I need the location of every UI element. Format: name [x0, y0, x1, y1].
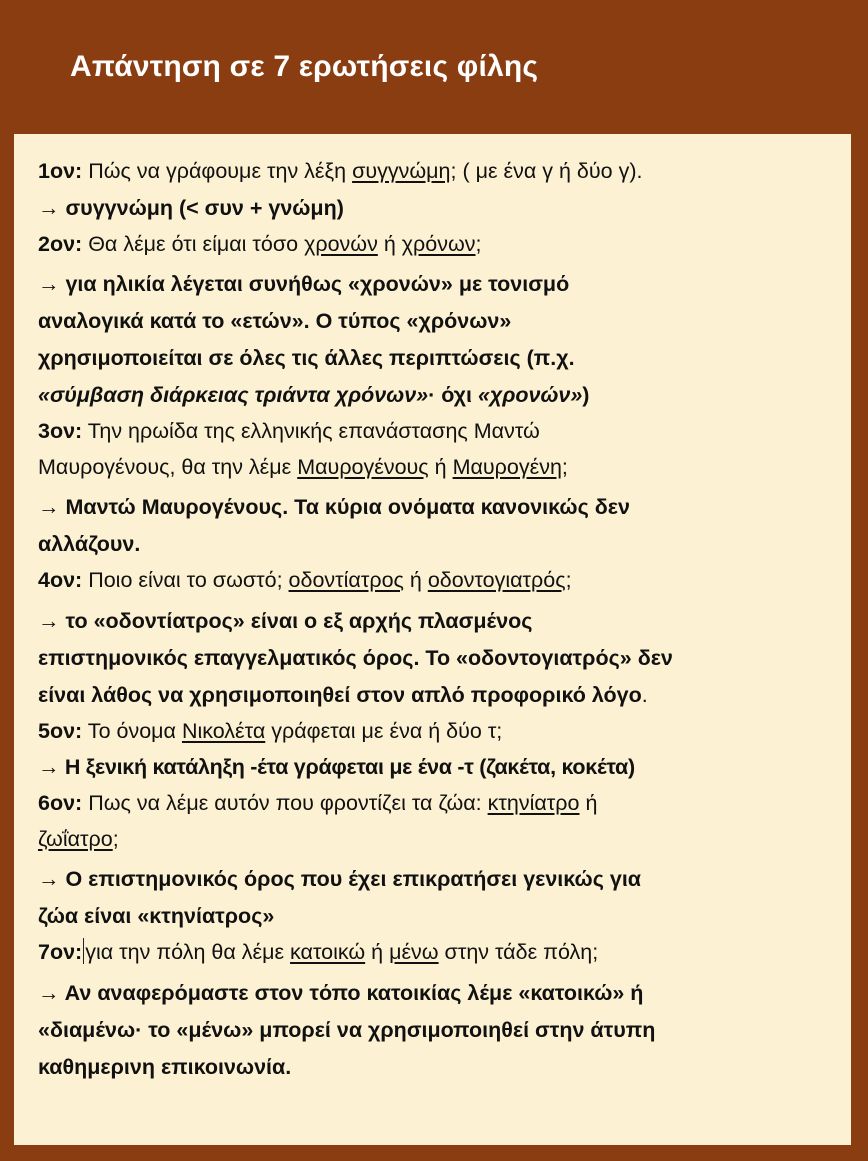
question-1-word: συγγνώμη — [352, 159, 451, 183]
question-5-label: 5ον: — [38, 718, 83, 743]
answer-4-line-3-end: . — [641, 682, 648, 707]
question-3-label: 3ον: — [38, 419, 83, 443]
question-7 — [38, 935, 829, 971]
answer-2-line-2: αναλογικά κατά το «ετών». Ο τύπος «χρόνων» — [38, 309, 512, 333]
question-3-line-2 — [38, 450, 829, 486]
question-2-label: 2ον: — [38, 231, 83, 256]
question-5 — [38, 714, 829, 750]
question-4-mid: ή — [403, 568, 428, 592]
answer-6-line-1: → Ο επιστημονικός όρος που έχει επικρατήσει γενικώς για — [38, 867, 642, 891]
question-2-mid: ή — [377, 231, 402, 256]
question-6-text-a: Πως να λέμε αυτόν που φροντίζει τα ζώα: — [82, 791, 488, 815]
question-6-word-1: κτηνίατρο — [487, 791, 580, 815]
answer-7-line-1: → Αν αναφερόμαστε στον τόπο κατοικίας λέμε «κατοικώ» ή — [38, 980, 644, 1005]
answer-2-line-1: → για ηλικία λέγεται συνήθως «χρονών» με τονισμό — [38, 272, 570, 296]
question-7-mid: ή — [365, 940, 390, 964]
answer-7-line-3: καθημερινη επικοινωνία. — [38, 1054, 292, 1079]
answer-2-example: «σύμβαση διάρκειας τριάντα χρόνων» — [38, 383, 429, 407]
question-7-text-a: για την πόλη θα λέμε — [85, 940, 291, 964]
answer-3-line-2: αλλάζουν. — [38, 532, 141, 556]
question-4-text-a: Ποιο είναι το σωστό; — [82, 568, 289, 592]
question-7-text-b: στην τάδε πόλη; — [438, 940, 599, 964]
answer-5: → Η ξενική κατάληξη -έτα γράφεται με ένα -τ (ζακέτα, κοκέτα) — [38, 755, 635, 779]
question-6-end: ; — [112, 826, 119, 851]
answer-4-line-3-text: είναι λάθος να χρησιμοποιηθεί στον απλό προφορικό λόγο — [38, 682, 642, 707]
answer-6-line-2: ζώα είναι «κτηνίατρος» — [38, 904, 275, 928]
question-6-word-2: ζωΐατρο — [38, 826, 113, 851]
answer-2-line-4 — [38, 377, 829, 414]
answer-1: → συγγνώμη (< συν + γνώμη) — [38, 195, 344, 220]
question-3-end: ; — [561, 454, 568, 479]
answer-4-line-2: επιστημονικός επαγγελματικός όρος. Το «οδοντογιατρός» δεν — [38, 645, 673, 670]
question-4-word-1: οδοντίατρος — [288, 568, 404, 592]
question-3-text-l1: Την ηρωίδα της ελληνικής επανάστασης Μαντώ — [82, 419, 540, 443]
question-3-line-1 — [38, 414, 829, 450]
answer-3-line-1: → Μαντώ Μαυρογένους. Τα κύρια ονόματα κανονικώς δεν — [38, 495, 630, 519]
question-2-word-1: χρονών — [304, 231, 378, 256]
question-7-word-2: μένω — [389, 940, 439, 964]
question-6-line-1 — [38, 786, 829, 822]
question-6-mid: ή — [579, 791, 598, 815]
question-3-word-2: Μαυρογένη — [452, 454, 562, 479]
question-2 — [38, 227, 829, 263]
question-1-label: 1ον: — [38, 159, 83, 183]
answer-2-line-3: χρησιμοποιείται σε όλες τις άλλες περιπτώσεις (π.χ. — [38, 346, 575, 370]
question-7-label: 7ον: — [38, 940, 83, 964]
question-3-mid: ή — [428, 454, 453, 479]
answer-4-line-1: → το «οδοντίατρος» είναι ο εξ αρχής πλασμένος — [38, 608, 533, 633]
page-title: Απάντηση σε 7 ερωτήσεις φίλης — [70, 50, 539, 83]
question-7-word-1: κατοικώ — [290, 940, 366, 964]
question-1-text-b: ; ( με ένα γ ή δύο γ). — [450, 159, 643, 183]
question-4-label: 4ον: — [38, 568, 83, 592]
question-1 — [38, 154, 829, 190]
question-5-text-b: γράφεται με ένα ή δύο τ; — [265, 718, 503, 743]
question-2-text-a: Θα λέμε ότι είμαι τόσο — [82, 231, 305, 256]
question-2-word-2: χρόνων — [401, 231, 476, 256]
answer-4-line-3 — [38, 677, 829, 714]
answer-2-mid: · όχι — [428, 383, 478, 407]
question-3-word-1: Μαυρογένους — [297, 454, 429, 479]
question-4-end: ; — [565, 568, 572, 592]
qa-panel — [14, 134, 851, 1145]
question-6-label: 6ον: — [38, 791, 83, 815]
answer-2-end: ) — [582, 383, 590, 407]
question-2-end: ; — [475, 231, 482, 256]
question-5-text-a: Το όνομα — [82, 718, 182, 743]
question-5-word: Νικολέτα — [181, 718, 266, 743]
question-6-line-2 — [38, 822, 829, 858]
answer-7-line-2: «διαμένω· το «μένω» μπορεί να χρησιμοποιηθεί στην άτυπη — [38, 1017, 656, 1042]
question-3-text-l2: Μαυρογένους, θα την λέμε — [38, 454, 298, 479]
question-1-text-a: Πώς να γράφουμε την λέξη — [82, 159, 353, 183]
question-4 — [38, 563, 829, 599]
question-4-word-2: οδοντογιατρός — [427, 568, 566, 592]
answer-2-example-2: «χρονών» — [477, 383, 583, 407]
